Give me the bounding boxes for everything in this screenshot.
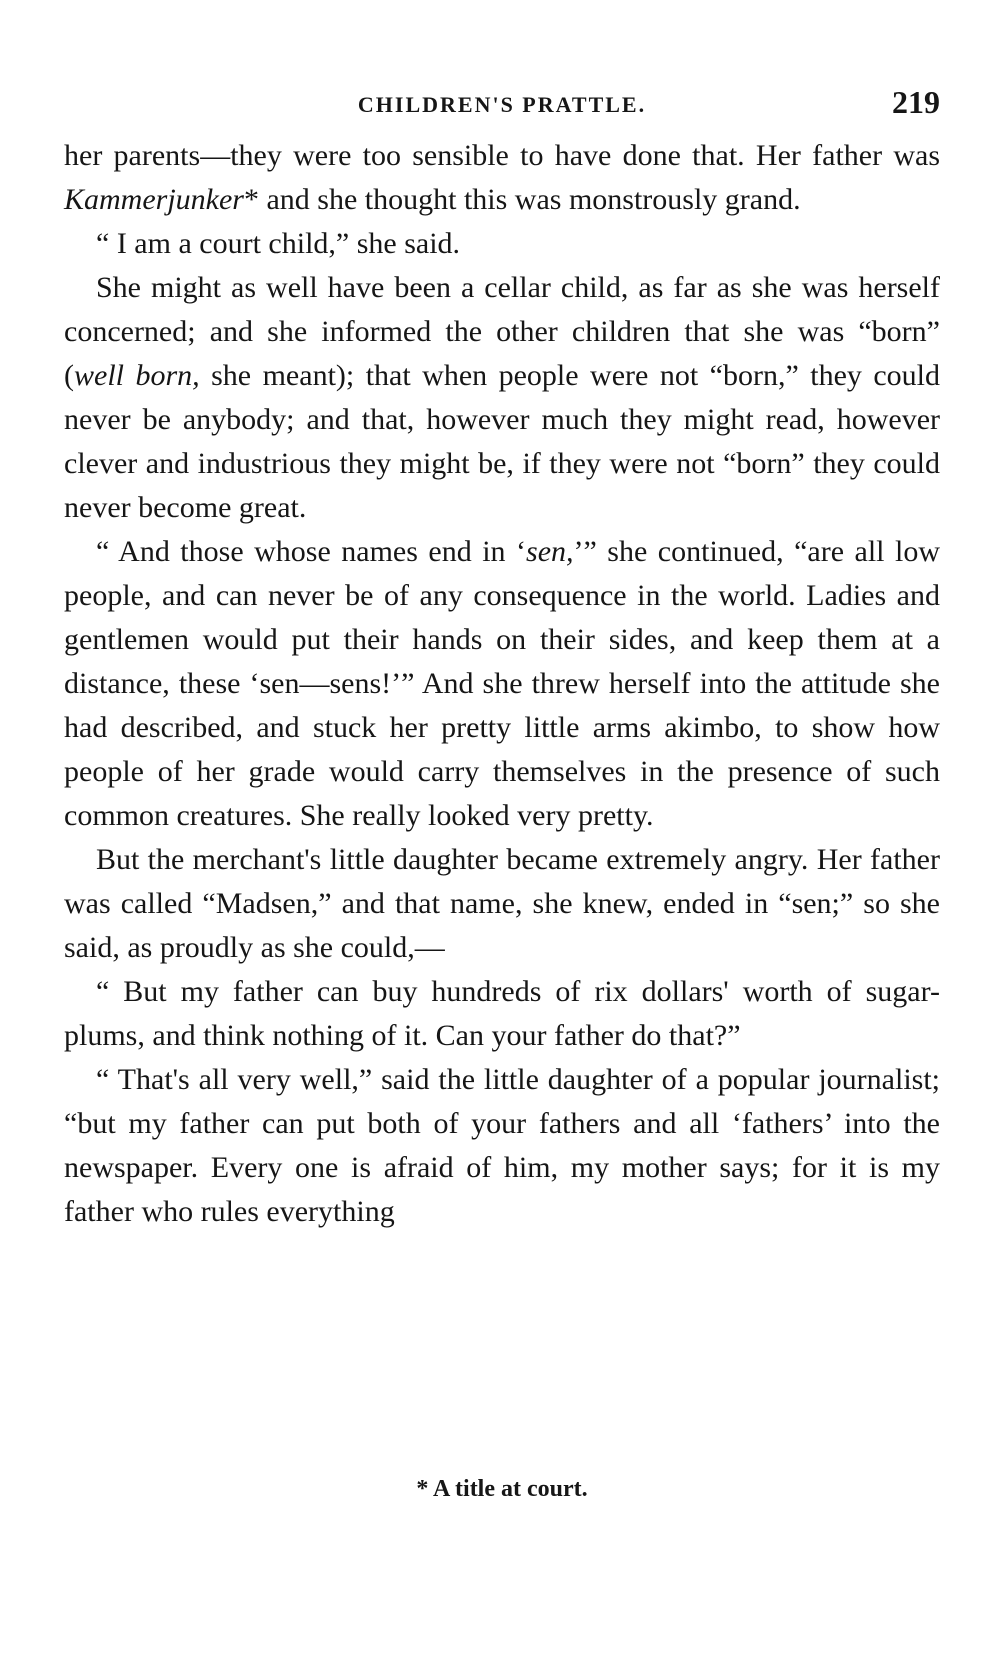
paragraph — [64, 970, 940, 1058]
text-segment: “ And those whose names end in ‘ — [96, 535, 527, 568]
text-segment: But the merchant's little daughter became extremely angry. Her father was called “Madsen,” and that name, she knew, ended in “sen;” so she said, as proudly as she could,— — [64, 843, 940, 964]
text-segment: * and she thought this was monstrously grand. — [243, 183, 801, 216]
text-segment-italic: sen, — [526, 535, 574, 568]
paragraph — [64, 1058, 940, 1234]
paragraph — [64, 838, 940, 970]
text-segment: “ I am a court child,” she said. — [96, 227, 461, 260]
paragraph — [64, 134, 940, 222]
text-segment: “ That's all very well,” said the little daughter of a popular journalist; “but my father can put both of your fathers and all ‘fathers’ into the newspaper. Every one is afraid of him, my mother says; for it is my father who rules everything — [64, 1063, 940, 1228]
body-text — [64, 134, 940, 1234]
text-segment: She might as well have been a cellar child, as far as she was herself concerned; and she informed the other children that she was “born” ( — [64, 271, 940, 392]
book-page — [64, 78, 940, 1638]
page-number: 219 — [892, 84, 940, 120]
paragraph — [64, 530, 940, 838]
paragraph — [64, 222, 940, 266]
text-segment: she meant); that when people were not “born,” they could never be anybody; and that, however much they might read, however clever and industrious they might be, if they were not “born” they could never become great. — [64, 359, 941, 524]
text-segment: ’” she continued, “are all low people, and can never be of any consequence in the world. Ladies and gentlemen would put their hands on their sides, and keep them at a distance, these ‘sen—sens!’” And she threw herself into the attitude she had described, and stuck her pretty little arms akimbo, to show how people of her grade would carry themselves in the presence of such common creatures. She really looked very pretty. — [64, 535, 940, 832]
footnote: * A title at court. — [416, 1476, 588, 1502]
text-segment-italic: well born, — [74, 359, 200, 392]
text-segment: her parents—they were too sensible to have done that. Her father was — [64, 139, 940, 172]
paragraph — [64, 266, 940, 530]
text-segment: “ But my father can buy hundreds of rix dollars' worth of sugar-plums, and think nothing of it. Can your father do that?” — [64, 975, 940, 1052]
running-head — [64, 78, 940, 134]
running-head-title: CHILDREN'S PRATTLE. — [357, 92, 647, 117]
text-segment-italic: Kammerjunker — [64, 183, 244, 216]
